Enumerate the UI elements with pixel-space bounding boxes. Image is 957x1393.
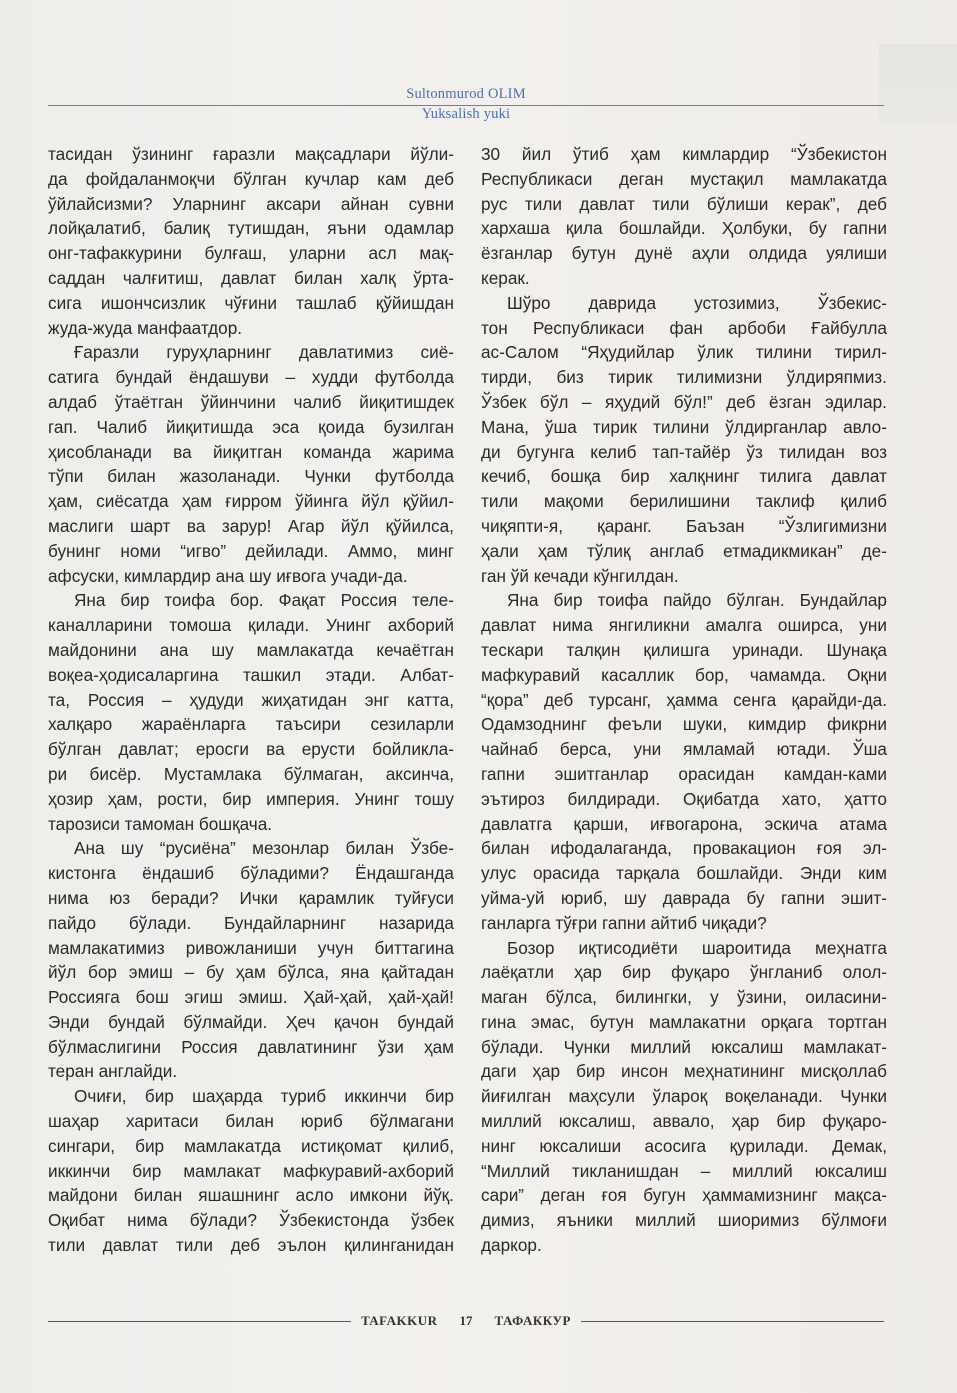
- text-line: да фойдаланмоқчи бўлган кучлар кам деб: [48, 168, 454, 189]
- text-line: Шўро даврида устозимиз, Ўзбекис-: [507, 292, 887, 313]
- text-line: тирди, биз тирик тилимизни ўлдиряпмиз.: [481, 367, 887, 388]
- text-line: рус тили давлат тили бўлиши керак”, деб: [481, 193, 887, 214]
- text-line: йиғилган маҳсули ўлароқ воқеланади. Чунки: [481, 1086, 887, 1107]
- page-footer: [48, 1309, 884, 1333]
- text-line: нинг юксалиши асосига қурилади. Демак,: [481, 1135, 887, 1156]
- text-line: ди бугунга келиб тап-тайёр ўз тилидан воз: [481, 441, 887, 462]
- text-line: нима юз беради? Ички қарамлик туйғуси: [48, 887, 454, 908]
- text-line: халқаро жараёнларга таъсири сезиларли: [48, 714, 454, 735]
- text-line: онг-тафаккурини булғаш, уларни асл мақ-: [48, 243, 454, 264]
- text-line: тарозиси тамоман бошқача.: [48, 813, 273, 834]
- text-line: кистонга ёндашиб бўладими? Ёндашганда: [48, 863, 454, 884]
- text-line: бўлади. Чунки миллий юксалиш мамлакат-: [481, 1036, 887, 1057]
- running-header: [48, 84, 884, 128]
- text-line: тўпи билан жазоланади. Чунки футболда: [48, 466, 454, 487]
- text-line: Россияга бош эгиш эмиш. Ҳай-ҳай, ҳай-ҳай!: [48, 987, 454, 1008]
- text-line: иккинчи бир мамлакат мафкуравий-ахборий: [48, 1160, 454, 1181]
- text-line: сатига бундай ёндашуви – худди футболда: [48, 367, 454, 388]
- page-number: 17: [459, 1313, 473, 1328]
- text-line: чиқяпти-я, қаранг. Баъзан “Ўзлигимизни: [481, 515, 887, 536]
- text-line: ган ўй кечади кўнгилдан.: [481, 565, 679, 586]
- text-line: ҳам, сиёсатда ҳам ғирром ўйинга йўл қўйил-: [48, 491, 454, 512]
- text-line: ҳали ҳам тўлиқ англаб етмадикмикан” де-: [481, 540, 887, 561]
- text-line: кечиб, бошқа бир халқнинг тилига давлат: [481, 466, 887, 487]
- text-line: бўлмаслигини Россия давлатининг ўзи ҳам: [48, 1036, 454, 1057]
- text-line: “Миллий тикланишдан – миллий юксалиш: [481, 1160, 887, 1181]
- text-line: улус орасида тарқала бошлайди. Энди ким: [481, 863, 887, 884]
- text-line: теран англайди.: [48, 1061, 178, 1082]
- text-line: ганларга тўғри гапни айтиб чиқади?: [481, 912, 767, 933]
- text-line: билан ифодалаганда, провакацион ғоя эл-: [481, 838, 887, 859]
- text-line: “қора” деб турсанг, ҳамма сенга қарайди-да.: [481, 689, 887, 710]
- header-author: Sultonmurod OLIM: [406, 86, 526, 102]
- text-line: сари” деган ғоя бугун ҳаммамизнинг мақса-: [481, 1185, 887, 1206]
- text-line: Яна бир тоифа бор. Фақат Россия теле-: [74, 590, 454, 611]
- text-line: сингари, бир мамлакатда истиқомат қилиб,: [48, 1135, 454, 1156]
- text-line: гапни эшитганлар орасидан камдан-ками: [481, 763, 887, 784]
- text-line: миллий юксалиш, аввало, ҳар бир фуқаро-: [481, 1111, 887, 1132]
- corner-shadow: [879, 44, 957, 124]
- text-line: 30 йил ўтиб ҳам кимлардир “Ўзбекистон: [481, 144, 887, 164]
- text-line: ҳозир ҳам, рости, бир империя. Унинг тошу: [48, 788, 454, 809]
- text-line: тон Республикаси фан арбоби Ғайбулла: [481, 317, 887, 338]
- text-line: та, Россия – ҳудуди жиҳатидан энг катта,: [48, 689, 454, 710]
- text-line: майдони билан яшашнинг асло имкони йўқ.: [48, 1185, 454, 1206]
- text-line: гап. Чалиб йиқитишда эса қоида бузилган: [48, 416, 454, 437]
- text-line: лаёқатли ҳар бир фуқаро ўнгланиб олол-: [481, 962, 887, 983]
- text-line: йўл бор эмиш – бу ҳам бўлса, яна қайтадан: [48, 962, 454, 983]
- text-line: димиз, яъники миллий шиоримиз бўлмоғи: [481, 1210, 887, 1231]
- text-line: тасидан ўзининг ғаразли мақсадлари йўли-: [48, 144, 454, 164]
- footer-rule-right: [581, 1321, 884, 1322]
- text-line: давлатга қарши, иғвогарона, эскича атама: [481, 813, 887, 834]
- text-line: ёзганлар бутун дунё аҳли олдида уялиши: [481, 243, 887, 264]
- text-line: Одамзоднинг феъли шуки, кимдир фикрни: [481, 714, 887, 735]
- right-text-column: [481, 142, 887, 1258]
- text-line: майдонини ана шу мамлакатда кечаётган: [48, 639, 454, 660]
- text-line: саддан чалғитиш, давлат билан халқ ўрта-: [48, 267, 454, 288]
- text-line: тескари талқин қилишга уринади. Шунақа: [481, 639, 887, 660]
- text-line: маслиги шарт ва зарур! Агар йўл қўйилса,: [48, 515, 454, 536]
- text-line: ри бисёр. Мустамлака бўлмаган, аксинча,: [48, 763, 454, 784]
- text-line: каналларини томоша қилади. Унинг ахборий: [48, 615, 454, 636]
- text-line: Мана, ўша тирик тилини ўлдирганлар авло-: [481, 416, 887, 437]
- text-line: уйма-уй юриб, шу даврада бу гапни эшит-: [481, 887, 887, 908]
- text-line: шаҳар харитаси билан юриб бўлмагани: [48, 1111, 454, 1132]
- footer-rule-left: [48, 1321, 351, 1322]
- header-title: Yuksalish yuki: [421, 106, 511, 122]
- footer-label-latin: TAFAKKUR: [361, 1313, 438, 1328]
- text-line: ҳисобланади ва йиқитган команда жарима: [48, 441, 454, 462]
- text-line: даги ҳар бир инсон меҳнатининг мисқоллаб: [481, 1061, 887, 1082]
- text-line: ас-Салом “Яҳудийлар ўлик тилини тирил-: [481, 342, 887, 363]
- text-line: гина эмас, бутун мамлакатни орқага тортган: [481, 1011, 887, 1032]
- text-line: маган бўлса, билингки, у ўзини, оиласини-: [481, 987, 887, 1008]
- text-line: тили мақоми берилишини таклиф қилиб: [481, 491, 887, 512]
- text-line: бунинг номи “игво” дейилади. Аммо, минг: [48, 540, 454, 561]
- text-line: хархаша қила бошлайди. Ҳолбуки, бу гапни: [481, 218, 887, 239]
- footer-label-cyrillic: ТАФАККУР: [494, 1313, 571, 1328]
- text-line: сига ишончсизлик чўғини ташлаб қўйишдан: [48, 292, 454, 313]
- text-line: мафкуравий касаллик бор, чамамда. Оқни: [481, 664, 887, 685]
- left-text-column: [48, 142, 454, 1258]
- text-line: жуда-жуда манфаатдор.: [48, 317, 243, 338]
- text-line: чайнаб берса, уни ямламай ютади. Ўша: [481, 739, 887, 760]
- text-line: воқеа-ҳодисаларгина ташкил этади. Албат-: [48, 664, 454, 685]
- text-line: афсуски, кимлардир ана шу иғвога учади-да.: [48, 565, 408, 586]
- text-line: пайдо бўлади. Бундайларнинг назарида: [48, 912, 454, 933]
- text-line: Яна бир тоифа пайдо бўлган. Бундайлар: [507, 590, 887, 611]
- text-line: Ўзбек бўл – яҳудий бўл!” деб ёзган эдилар.: [481, 391, 887, 412]
- text-line: Очиғи, бир шаҳарда туриб иккинчи бир: [74, 1086, 454, 1107]
- text-line: Оқибат нима бўлади? Ўзбекистонда ўзбек: [48, 1210, 454, 1231]
- text-line: даркор.: [481, 1235, 542, 1256]
- text-line: лойқалатиб, балиқ тутишдан, яъни одамлар: [48, 218, 454, 239]
- text-line: Ана шу “русиёна” мезонлар билан Ўзбе-: [74, 838, 454, 859]
- text-line: эътироз билдиради. Оқибатда хато, ҳатто: [481, 788, 887, 809]
- text-line: алдаб ўтаётган ўйинчини чалиб йиқитишдек: [48, 391, 454, 412]
- text-line: керак.: [481, 267, 530, 288]
- text-line: бўлган давлат; еросги ва ерусти бойликла-: [48, 739, 454, 760]
- text-line: ўйлайсизми? Уларнинг аксари айнан сувни: [48, 193, 454, 214]
- text-line: Энди бундай бўлмайди. Ҳеч қачон бундай: [48, 1011, 454, 1032]
- text-line: давлат нима янгиликни амалга оширса, уни: [481, 615, 887, 636]
- text-line: тили давлат тили деб эълон қилинганидан: [48, 1235, 454, 1256]
- text-line: Бозор иқтисодиёти шароитида меҳнатга: [507, 937, 887, 958]
- text-line: мамлакатимиз ривожланиши учун биттагина: [48, 937, 454, 958]
- text-line: Ғаразли гуруҳларнинг давлатимиз сиё-: [74, 342, 454, 363]
- text-line: Республикаси деган мустақил мамлакатда: [481, 168, 887, 189]
